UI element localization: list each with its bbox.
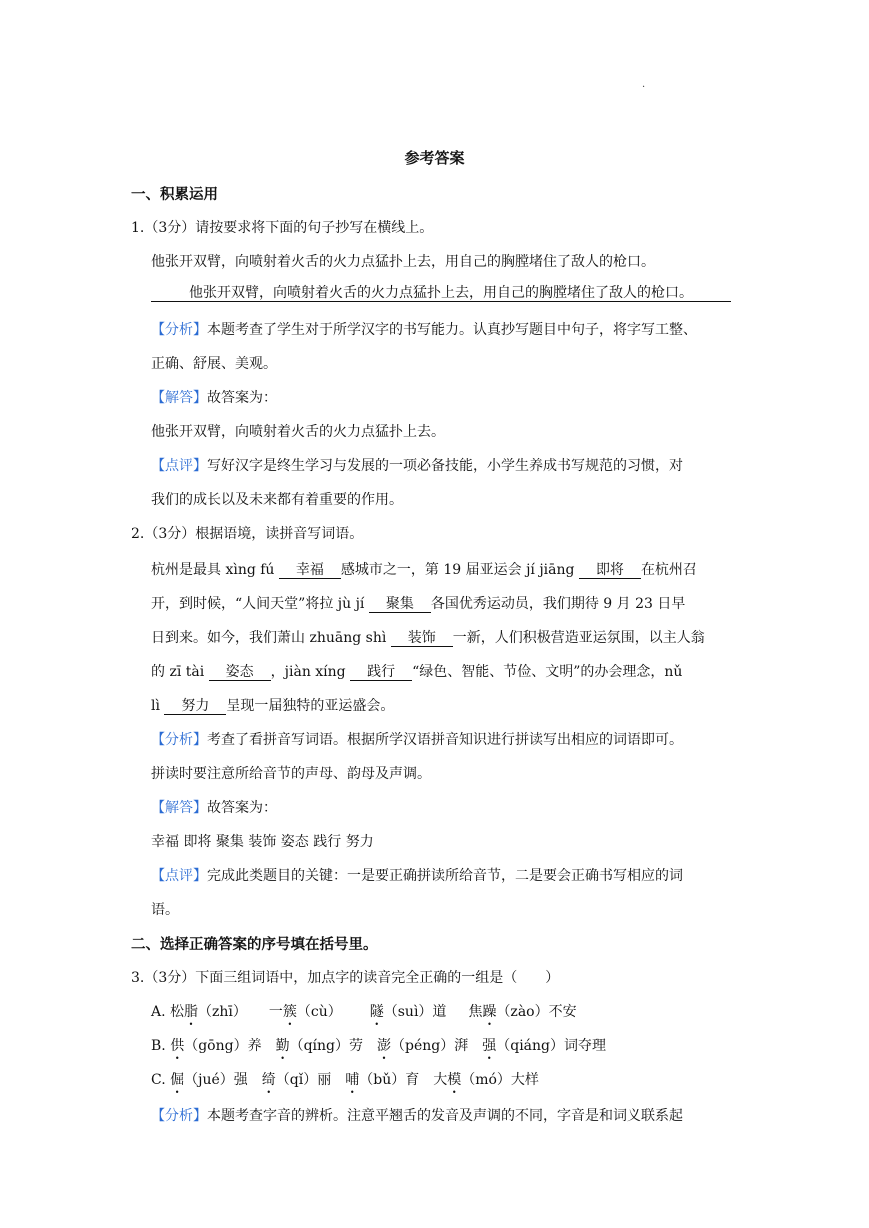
blank-answer: 践行 <box>350 664 412 681</box>
option-label: A. <box>151 1004 171 1020</box>
blank-answer: 姿态 <box>209 664 271 681</box>
option-c <box>151 1069 539 1089</box>
question-2-analysis-cont: 拼读时要注意所给音节的声母、韵母及声调。 <box>151 766 431 782</box>
analysis-tag: 【分析】 <box>151 322 207 338</box>
question-1-analysis <box>151 319 697 339</box>
comment-tag: 【点评】 <box>151 458 207 474</box>
question-1-sentence: 他张开双臂，向喷射着火舌的火力点猛扑上去，用自己的胸膛堵住了敌人的枪口。 <box>151 254 655 270</box>
passage-text: 呈现一届独特的亚运盛会。 <box>226 698 395 714</box>
question-1-analysis-cont: 正确、舒展、美观。 <box>151 356 277 372</box>
answer-lead: 故答案为： <box>207 800 277 816</box>
section-heading-1: 一、积累运用 <box>131 186 218 203</box>
option-a <box>151 1001 577 1021</box>
dotted-char: 脂 <box>184 1004 199 1020</box>
passage-text: 在杭州召 <box>640 562 697 578</box>
blank-answer: 幸福 <box>279 562 341 579</box>
passage-text: 一新，人们积极营造亚运氛围，以主人翁 <box>452 630 705 646</box>
passage-text: 感城市之一，第 19 届亚运会 jí jiāng <box>340 562 579 578</box>
pinyin-text: （zào）不安 <box>496 1004 577 1020</box>
dotted-char: 躁 <box>482 1004 497 1020</box>
pinyin-text: （suì）道 <box>383 1004 447 1020</box>
question-1-stem: 1.（3分）请按要求将下面的句子抄写在横线上。 <box>131 220 434 236</box>
option-label: B. <box>151 1038 171 1054</box>
question-2-stem: 2.（3分）根据语境，读拼音写词语。 <box>131 526 364 542</box>
answer-lead: 故答案为： <box>207 390 277 406</box>
passage-text: ，jiàn xíng <box>270 664 351 680</box>
blank-answer: 即将 <box>579 562 641 579</box>
question-2-answer-text: 幸福 即将 聚集 装饰 姿态 践行 努力 <box>151 834 374 850</box>
dotted-char: 哺 <box>345 1072 360 1088</box>
dotted-char: 簇 <box>282 1004 297 1020</box>
analysis-tag: 【分析】 <box>151 1108 207 1124</box>
blank-answer: 装饰 <box>391 630 453 647</box>
page-marker-dot: · <box>642 82 646 93</box>
pinyin-text: （qiáng）词夺理 <box>496 1038 606 1054</box>
pinyin-text: （gōng）养 <box>184 1038 262 1054</box>
question-2-passage-line-5 <box>151 695 394 715</box>
blank-answer: 努力 <box>164 698 226 715</box>
passage-text: “绿色、智能、节俭、文明”的办会理念，nǔ <box>412 664 683 680</box>
passage-text: 各国优秀运动员，我们期待 9 月 23 日早 <box>430 596 686 612</box>
blank-answer: 聚集 <box>369 596 431 613</box>
comment-text: 写好汉字是终生学习与发展的一项必备技能，小学生养成书写规范的习惯，对 <box>207 458 683 474</box>
question-3-analysis <box>151 1105 683 1125</box>
word-text: 大 <box>433 1072 448 1088</box>
passage-text: 杭州是最具 xìng fú <box>151 562 279 578</box>
pinyin-text: （zhī） <box>198 1004 247 1020</box>
analysis-text: 考查了看拼音写词语。根据所学汉语拼音知识进行拼读写出相应的词语即可。 <box>207 732 683 748</box>
question-2-comment-cont: 语。 <box>151 902 179 918</box>
answer-tag: 【解答】 <box>151 390 207 406</box>
pinyin-text: （qǐ）丽 <box>275 1072 332 1088</box>
question-2-passage-line-1 <box>151 559 697 579</box>
passage-text: 开，到时候，“人间天堂”将拉 jù jí <box>151 596 369 612</box>
dotted-char: 绮 <box>261 1072 276 1088</box>
analysis-text: 本题考查字音的辨析。注意平翘舌的发音及声调的不同，字音是和词义联系起 <box>207 1108 683 1124</box>
word-text: 松 <box>170 1004 185 1020</box>
comment-tag: 【点评】 <box>151 868 207 884</box>
pinyin-text: （cù） <box>296 1004 342 1020</box>
question-1-answer <box>151 387 277 407</box>
dotted-char: 倔 <box>170 1072 185 1088</box>
question-2-analysis <box>151 729 683 749</box>
question-2-comment <box>151 865 683 885</box>
passage-text: 的 zī tài <box>151 664 209 680</box>
word-text: 焦 <box>468 1004 483 1020</box>
comment-text: 完成此类题目的关键：一是要正确拼读所给音节，二是要会正确书写相应的词 <box>207 868 683 884</box>
question-1-comment <box>151 455 683 475</box>
analysis-tag: 【分析】 <box>151 732 207 748</box>
pinyin-text: （péng）湃 <box>391 1038 469 1054</box>
question-1-answer-line <box>151 285 731 302</box>
question-3-stem: 3.（3分）下面三组词语中，加点字的读音完全正确的一组是（ ） <box>131 970 560 986</box>
answer-tag: 【解答】 <box>151 800 207 816</box>
section-heading-2: 二、选择正确答案的序号填在括号里。 <box>131 936 378 953</box>
question-2-passage-line-3 <box>151 627 705 647</box>
question-2-passage-line-2 <box>151 593 685 613</box>
passage-text: 日到来。如今，我们萧山 zhuāng shì <box>151 630 391 646</box>
dotted-char: 强 <box>482 1038 497 1054</box>
dotted-char: 隧 <box>369 1004 384 1020</box>
option-label: C. <box>151 1072 171 1088</box>
dotted-char: 勤 <box>275 1038 290 1054</box>
dotted-char: 澎 <box>377 1038 391 1054</box>
question-2-answer <box>151 797 277 817</box>
analysis-text: 本题考查了学生对于所学汉字的书写能力。认真抄写题目中句子，将字写工整、 <box>207 322 697 338</box>
question-2-passage-line-4 <box>151 661 682 681</box>
dotted-char: 模 <box>447 1072 462 1088</box>
dotted-char: 供 <box>170 1038 185 1054</box>
option-b <box>151 1035 606 1055</box>
passage-text: lì <box>151 698 165 714</box>
pinyin-text: （mó）大样 <box>461 1072 539 1088</box>
page-title: 参考答案 <box>404 149 465 167</box>
question-1-copied-sentence: 他张开双臂，向喷射着火舌的火力点猛扑上去，用自己的胸膛堵住了敌人的枪口。 <box>151 285 731 302</box>
pinyin-text: （bǔ）育 <box>359 1072 420 1088</box>
pinyin-text: （qíng）劳 <box>289 1038 363 1054</box>
word-text: 一 <box>268 1004 283 1020</box>
pinyin-text: （jué）强 <box>184 1072 248 1088</box>
question-1-answer-text: 他张开双臂，向喷射着火舌的火力点猛扑上去。 <box>151 424 445 440</box>
question-1-comment-cont: 我们的成长以及未来都有着重要的作用。 <box>151 492 403 508</box>
